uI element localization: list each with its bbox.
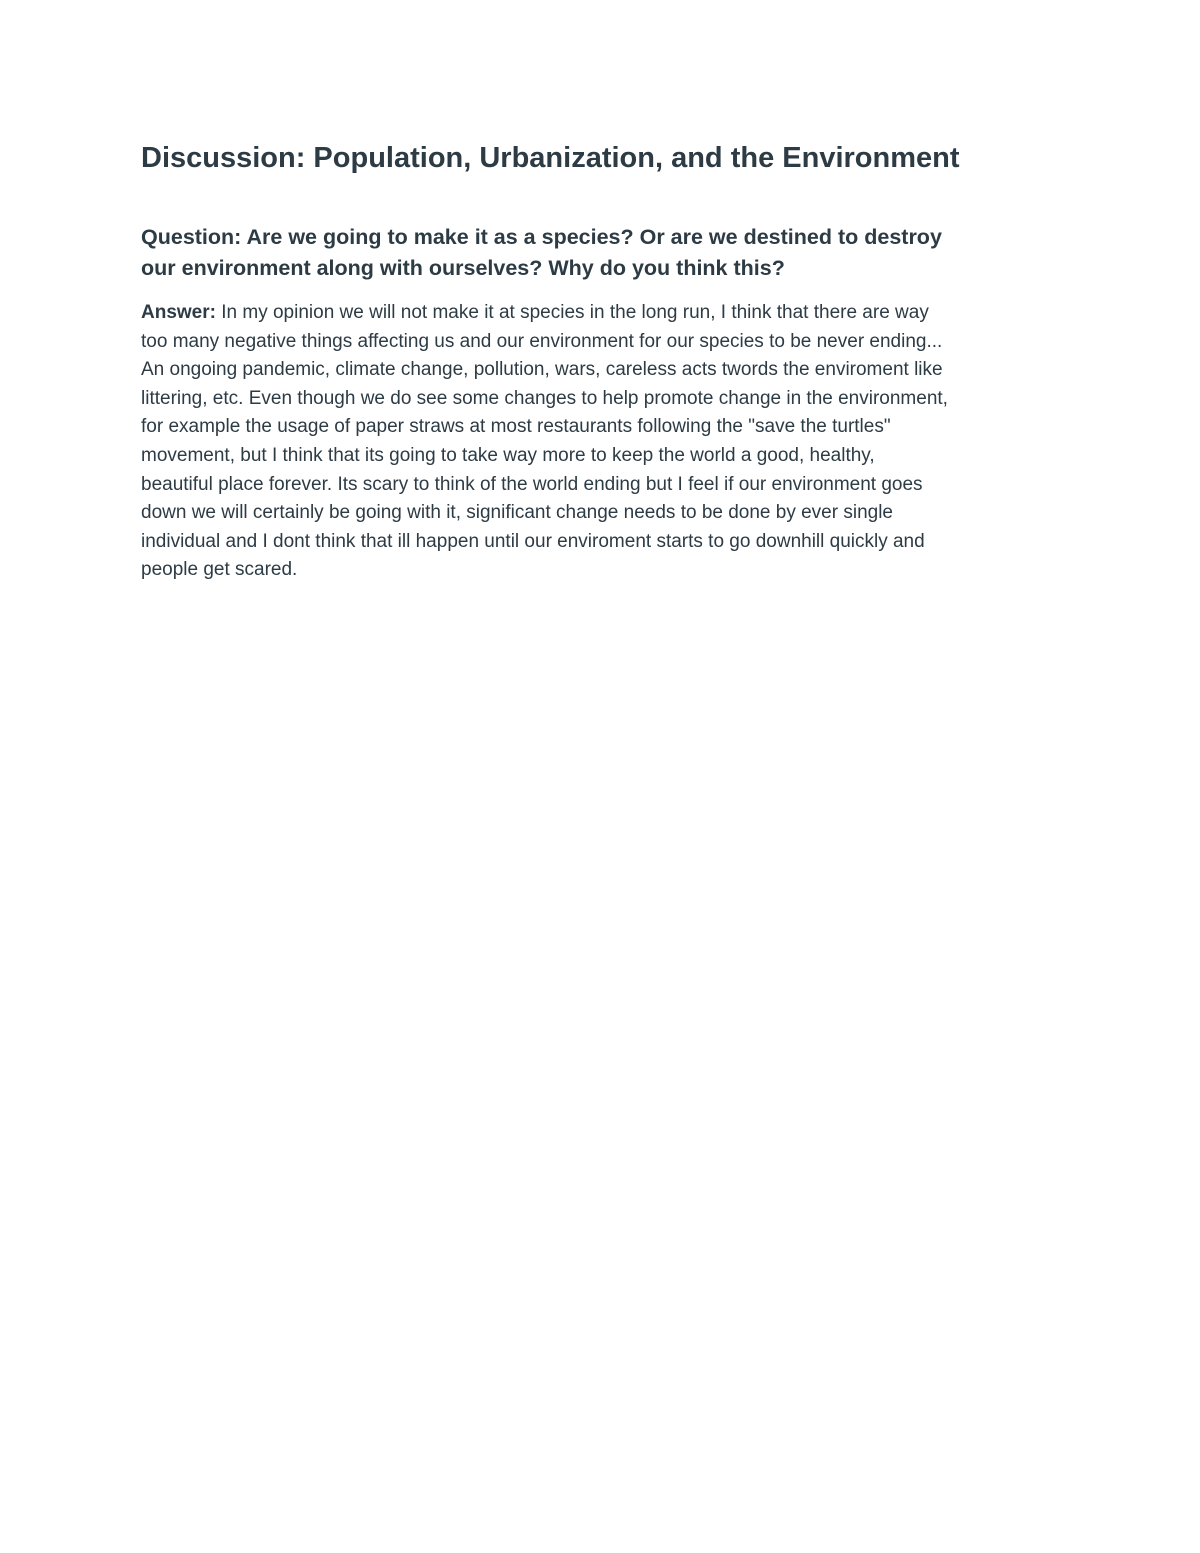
answer-line: movement, but I think that its going to take way more to keep the world a good, healthy,: [141, 444, 875, 466]
document-content: [141, 138, 1071, 585]
answer-line: too many negative things affecting us and our environment for our species to be never ending...: [141, 330, 943, 352]
answer-line: An ongoing pandemic, climate change, pollution, wars, careless acts twords the enviroment like: [141, 359, 943, 381]
page-title: Discussion: Population, Urbanization, and the Environment: [141, 142, 960, 174]
question-line: Question: Are we going to make it as a species? Or are we destined to destroy: [141, 225, 942, 249]
answer-line: for example the usage of paper straws at most restaurants following the "save the turtles": [141, 416, 891, 438]
question-line: our environment along with ourselves? Why do you think this?: [141, 256, 785, 280]
question-heading: [141, 222, 1071, 284]
answer-text: In my opinion we will not make it at species in the long run, I think that there are way: [215, 302, 929, 323]
answer-line: littering, etc. Even though we do see some changes to help promote change in the environment,: [141, 387, 948, 409]
answer-paragraph: [141, 299, 1071, 585]
answer-label: Answer:: [141, 302, 216, 323]
answer-line: down we will certainly be going with it, significant change needs to be done by ever single: [141, 502, 894, 524]
answer-line: individual and I dont think that ill happen until our enviroment starts to go downhill quickly and: [141, 530, 925, 552]
answer-line: beautiful place forever. Its scary to think of the world ending but I feel if our environment goes: [141, 473, 923, 495]
answer-line: people get scared.: [141, 559, 298, 581]
answer-line: [141, 299, 1071, 328]
